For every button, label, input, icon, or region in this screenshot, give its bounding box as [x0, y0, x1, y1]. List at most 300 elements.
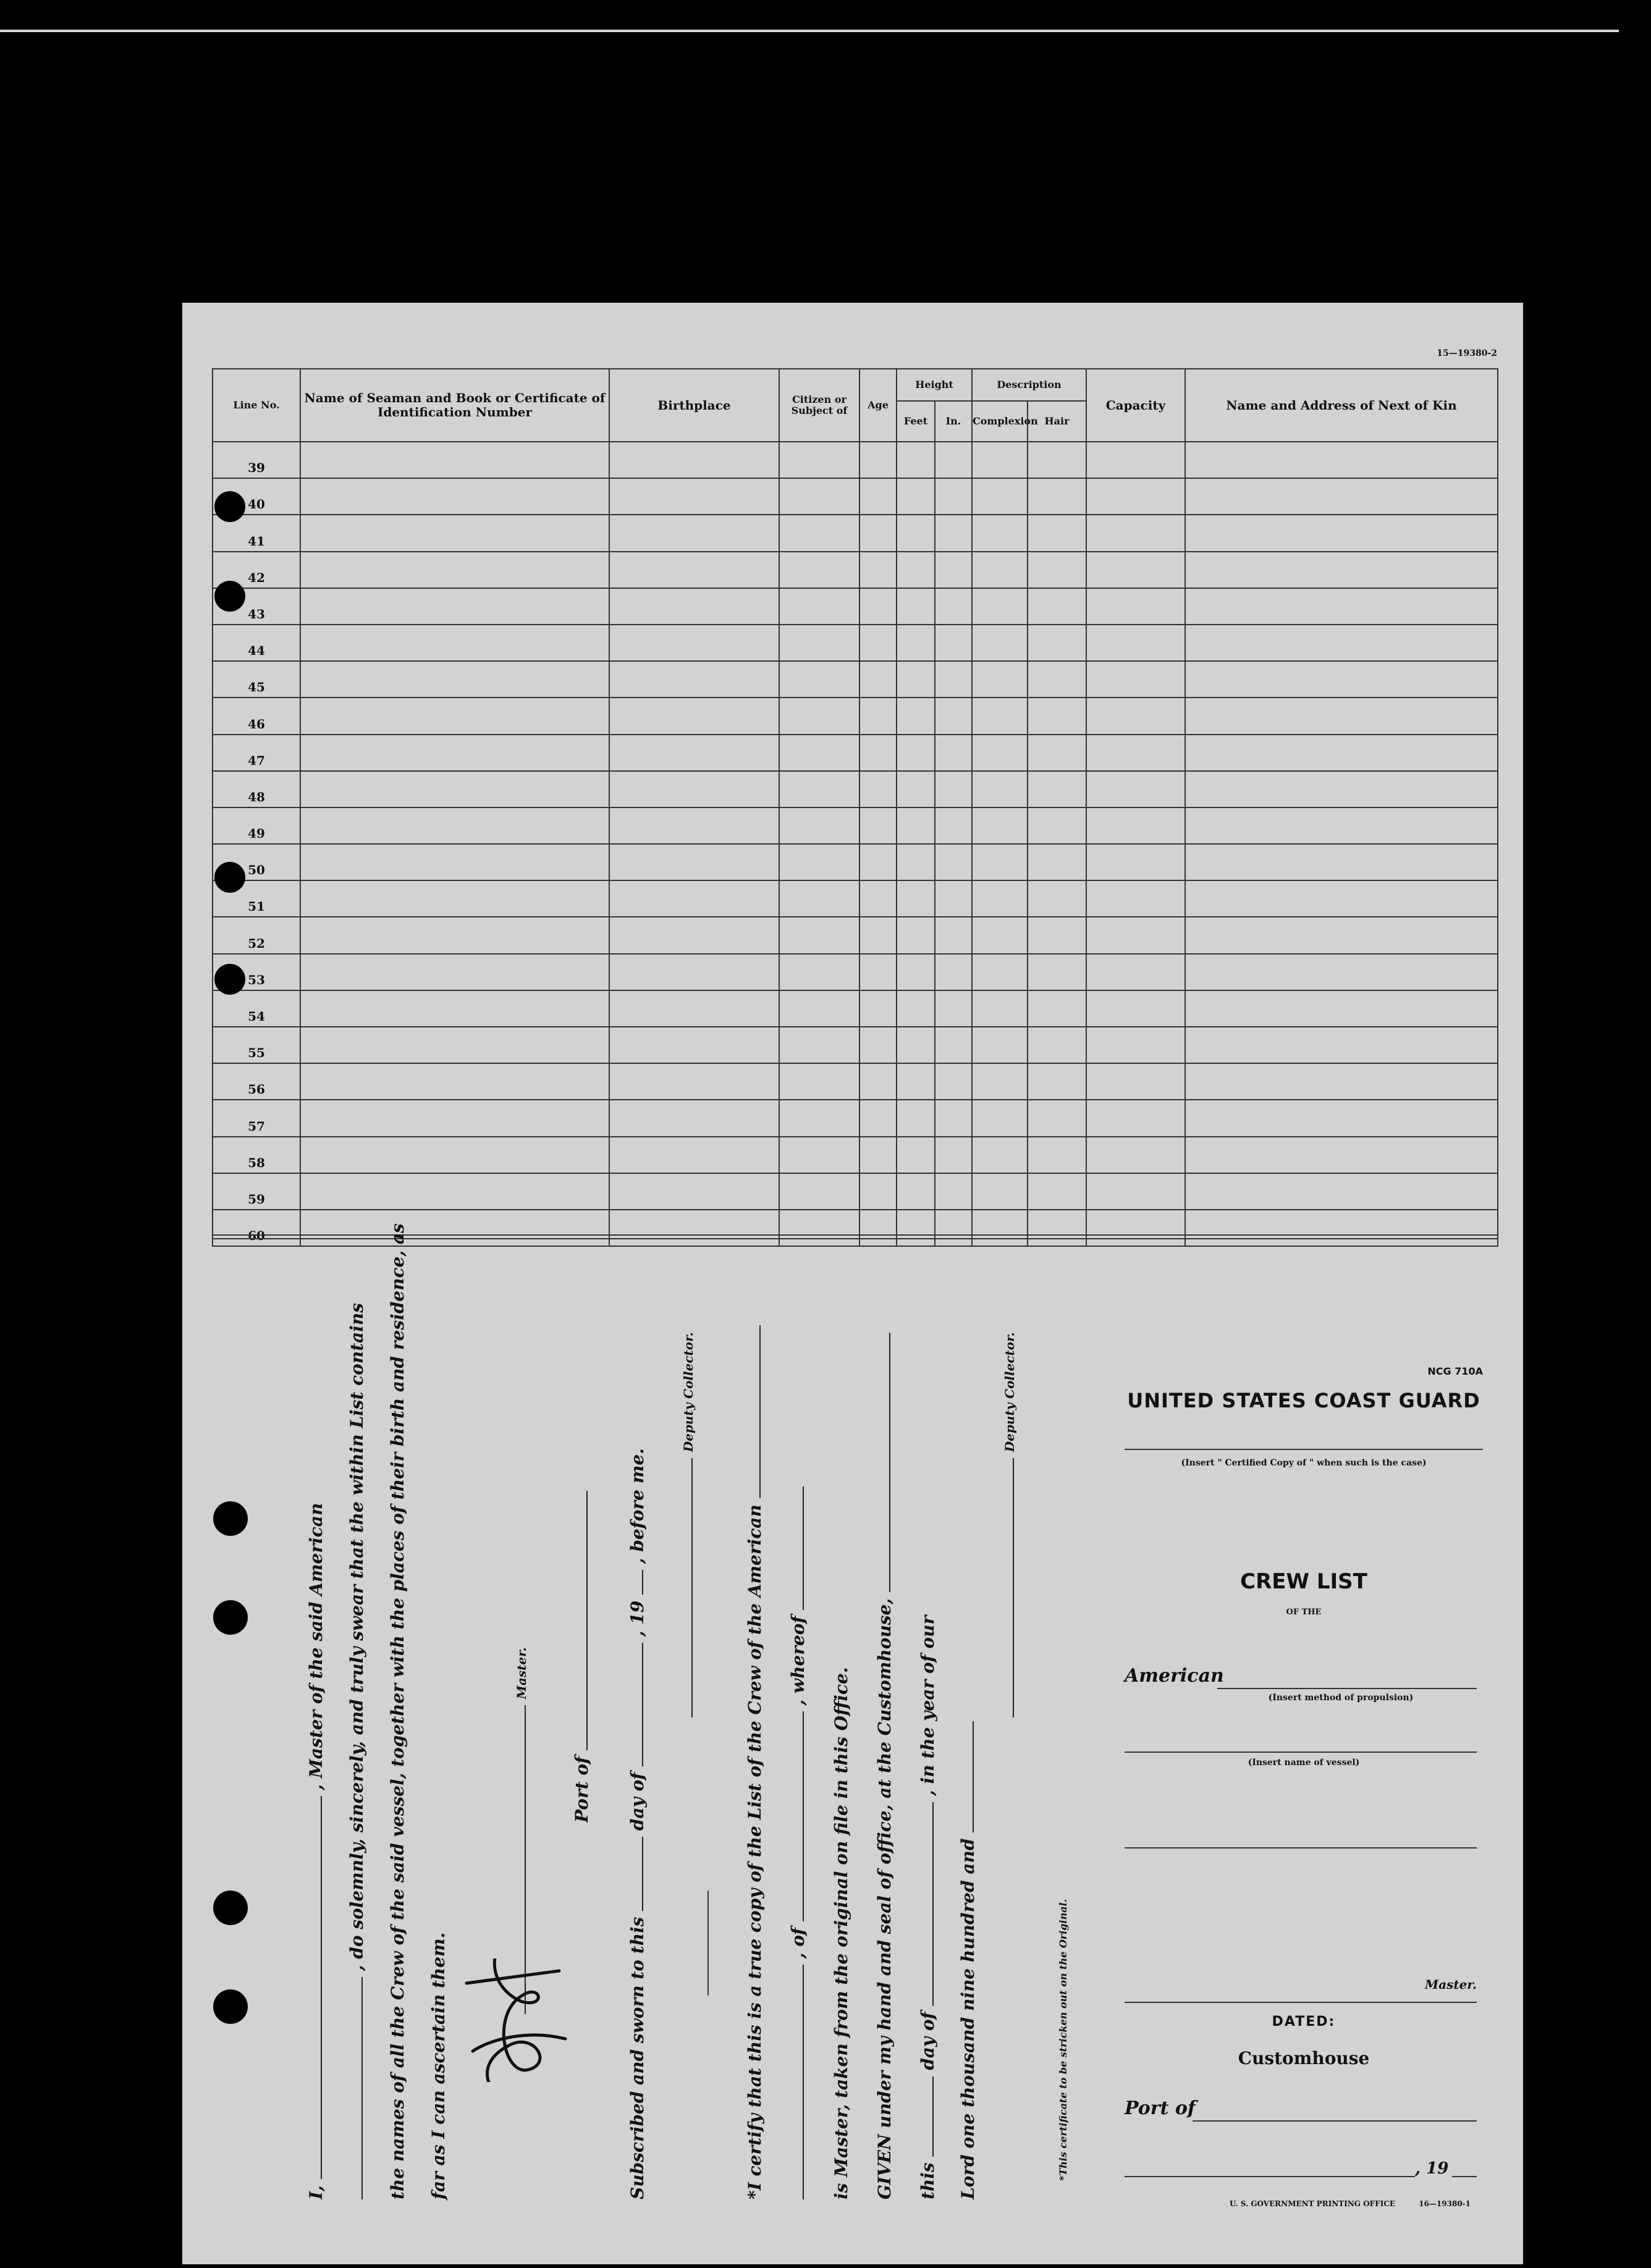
cover-master-label: Master. — [1425, 1977, 1477, 1992]
table-row — [213, 698, 1498, 734]
entry-cell[interactable] — [859, 478, 897, 515]
table-row — [213, 515, 1498, 551]
entry-cell[interactable] — [609, 990, 779, 1027]
entry-cell[interactable] — [935, 698, 972, 734]
entry-cell[interactable] — [1086, 1063, 1185, 1100]
table-row — [213, 1137, 1498, 1173]
cert-line6: Lord one thousand nine hundred and — [958, 1838, 978, 2199]
entry-cell[interactable] — [779, 1063, 859, 1100]
entry-cell[interactable] — [609, 1100, 779, 1136]
entry-cell[interactable] — [859, 442, 897, 478]
entry-cell[interactable] — [897, 1063, 935, 1100]
entry-cell[interactable] — [300, 771, 609, 807]
entry-cell[interactable] — [609, 661, 779, 698]
header-hair: Hair — [1028, 401, 1086, 442]
entry-cell[interactable] — [1028, 625, 1086, 661]
table-row — [213, 1063, 1498, 1100]
line-number: 47 — [213, 735, 300, 771]
entry-cell[interactable] — [1185, 515, 1498, 551]
entry-cell[interactable] — [1028, 1063, 1086, 1100]
american-label: American — [1125, 1665, 1224, 1687]
oath-line1: , Master of the said American — [306, 1503, 326, 1790]
entry-cell[interactable] — [609, 880, 779, 917]
entry-cell[interactable] — [972, 880, 1028, 917]
entry-cell[interactable] — [779, 990, 859, 1027]
line-number: 51 — [213, 880, 300, 917]
entry-cell[interactable] — [897, 1027, 935, 1063]
table-row — [213, 552, 1498, 588]
entry-cell[interactable] — [935, 552, 972, 588]
entry-cell[interactable] — [859, 1100, 897, 1136]
entry-cell[interactable] — [972, 844, 1028, 880]
entry-cell[interactable] — [859, 1137, 897, 1173]
entry-cell[interactable] — [1086, 917, 1185, 953]
entry-cell[interactable] — [609, 954, 779, 990]
oath-section — [306, 1223, 1103, 2199]
entry-cell[interactable] — [897, 1137, 935, 1173]
oath-line3: the names of all the Crew of the said vessel, together with the places of their birth and residence, as — [387, 1223, 408, 2199]
entry-cell[interactable] — [1185, 442, 1498, 478]
cert-customhouse-blank — [889, 1333, 890, 1592]
entry-cell[interactable] — [897, 1100, 935, 1136]
cert-whereof: , whereof — [788, 1616, 808, 1706]
entry-cell[interactable] — [779, 771, 859, 807]
entry-cell[interactable] — [609, 588, 779, 625]
entry-cell[interactable] — [1086, 954, 1185, 990]
entry-cell[interactable] — [300, 442, 609, 478]
entry-cell[interactable] — [779, 698, 859, 734]
entry-cell[interactable] — [779, 442, 859, 478]
master-name-blank — [321, 1796, 322, 2179]
entry-cell[interactable] — [897, 661, 935, 698]
entry-cell[interactable] — [935, 515, 972, 551]
deputy-collector-2: Deputy Collector. — [1002, 1332, 1017, 1452]
entry-cell[interactable] — [859, 1210, 897, 1246]
entry-cell[interactable] — [300, 698, 609, 734]
entry-cell[interactable] — [897, 880, 935, 917]
entry-cell[interactable] — [897, 1210, 935, 1246]
entry-cell[interactable] — [1086, 1173, 1185, 1210]
entry-cell[interactable] — [859, 625, 897, 661]
header-feet: Feet — [897, 401, 935, 442]
entry-cell[interactable] — [859, 588, 897, 625]
line-number: 52 — [213, 917, 300, 953]
line-number: 53 — [213, 954, 300, 990]
crew-list-form — [182, 303, 1523, 2264]
cert-line1: *I certify that this is a true copy of the List of the Crew of the American — [745, 1504, 765, 2199]
entry-cell[interactable] — [1185, 698, 1498, 734]
line-number: 39 — [213, 442, 300, 478]
entry-cell[interactable] — [897, 698, 935, 734]
entry-cell[interactable] — [1185, 588, 1498, 625]
cert-year-of-our: , in the year of our — [918, 1615, 938, 1796]
entry-cell[interactable] — [859, 771, 897, 807]
cert-day-blank — [932, 2076, 934, 2157]
entry-cell[interactable] — [609, 1173, 779, 1210]
table-row — [213, 807, 1498, 844]
entry-cell[interactable] — [1185, 478, 1498, 515]
cover-port-of: Port of — [1125, 2097, 1196, 2119]
entry-cell[interactable] — [859, 844, 897, 880]
table-row — [213, 442, 1498, 478]
entry-cell[interactable] — [897, 1173, 935, 1210]
oath-port-of: Port of — [572, 1756, 592, 1823]
entry-cell[interactable] — [897, 478, 935, 515]
table-row — [213, 880, 1498, 917]
entry-cell[interactable] — [1028, 1137, 1086, 1173]
entry-cell[interactable] — [897, 515, 935, 551]
entry-cell[interactable] — [1086, 588, 1185, 625]
entry-cell[interactable] — [1028, 698, 1086, 734]
entry-cell[interactable] — [972, 1210, 1028, 1246]
entry-cell[interactable] — [300, 1210, 609, 1246]
header-citizen: Citizen or Subject of — [779, 369, 859, 442]
entry-cell[interactable] — [300, 1137, 609, 1173]
punch-hole — [213, 1989, 248, 2024]
entry-cell[interactable] — [300, 515, 609, 551]
entry-cell[interactable] — [1185, 807, 1498, 844]
entry-cell[interactable] — [1028, 807, 1086, 844]
entry-cell[interactable] — [859, 515, 897, 551]
entry-cell[interactable] — [897, 807, 935, 844]
entry-cell[interactable] — [1185, 1210, 1498, 1246]
entry-cell[interactable] — [1028, 442, 1086, 478]
entry-cell[interactable] — [609, 698, 779, 734]
entry-cell[interactable] — [609, 807, 779, 844]
entry-cell[interactable] — [1028, 771, 1086, 807]
table-row — [213, 990, 1498, 1027]
sworn-day-blank — [642, 1837, 643, 1911]
table-row — [213, 1100, 1498, 1136]
entry-cell[interactable] — [935, 442, 972, 478]
entry-cell[interactable] — [935, 1100, 972, 1136]
entry-cell[interactable] — [609, 844, 779, 880]
entry-cell[interactable] — [935, 807, 972, 844]
entry-cell[interactable] — [609, 552, 779, 588]
entry-cell[interactable] — [1028, 1173, 1086, 1210]
entry-cell[interactable] — [897, 625, 935, 661]
line-number: 46 — [213, 698, 300, 734]
entry-cell[interactable] — [1185, 1137, 1498, 1173]
line-number: 44 — [213, 625, 300, 661]
cover-year-line — [1452, 2176, 1477, 2177]
entry-cell[interactable] — [1086, 880, 1185, 917]
crew-table-body — [213, 442, 1498, 1246]
entry-cell[interactable] — [972, 1173, 1028, 1210]
entry-cell[interactable] — [859, 1173, 897, 1210]
entry-cell[interactable] — [935, 1027, 972, 1063]
entry-cell[interactable] — [972, 1137, 1028, 1173]
entry-cell[interactable] — [609, 1027, 779, 1063]
deputy-collector-1: Deputy Collector. — [681, 1332, 696, 1452]
cert-line3: is Master, taken from the original on file in this Office. — [831, 1667, 851, 2199]
entry-cell[interactable] — [1086, 478, 1185, 515]
entry-cell[interactable] — [859, 917, 897, 953]
entry-cell[interactable] — [972, 515, 1028, 551]
header-height: Height — [897, 369, 972, 401]
entry-cell[interactable] — [859, 954, 897, 990]
vessel-name-blank — [361, 1977, 363, 2199]
entry-cell[interactable] — [972, 478, 1028, 515]
entry-cell[interactable] — [935, 478, 972, 515]
entry-cell[interactable] — [609, 625, 779, 661]
entry-cell[interactable] — [300, 625, 609, 661]
entry-cell[interactable] — [1028, 661, 1086, 698]
entry-cell[interactable] — [897, 954, 935, 990]
entry-cell[interactable] — [1185, 990, 1498, 1027]
entry-cell[interactable] — [1086, 442, 1185, 478]
entry-cell[interactable] — [935, 844, 972, 880]
entry-cell[interactable] — [972, 990, 1028, 1027]
cert-year-blank — [973, 1721, 974, 1832]
entry-cell[interactable] — [935, 771, 972, 807]
entry-cell[interactable] — [1086, 844, 1185, 880]
entry-cell[interactable] — [1185, 552, 1498, 588]
entry-cell[interactable] — [779, 588, 859, 625]
entry-cell[interactable] — [300, 1027, 609, 1063]
customhouse-label: Customhouse — [1238, 2048, 1370, 2068]
entry-cell[interactable] — [897, 771, 935, 807]
entry-cell[interactable] — [779, 1210, 859, 1246]
entry-cell[interactable] — [1028, 515, 1086, 551]
entry-cell[interactable] — [609, 917, 779, 953]
entry-cell[interactable] — [779, 880, 859, 917]
entry-cell[interactable] — [935, 1173, 972, 1210]
entry-cell[interactable] — [1185, 771, 1498, 807]
entry-cell[interactable] — [779, 1173, 859, 1210]
punch-hole — [214, 964, 245, 995]
entry-cell[interactable] — [1086, 735, 1185, 771]
entry-cell[interactable] — [1185, 1063, 1498, 1100]
header-capacity: Capacity — [1086, 369, 1185, 442]
entry-cell[interactable] — [779, 625, 859, 661]
entry-cell[interactable] — [300, 1173, 609, 1210]
entry-cell[interactable] — [1185, 844, 1498, 880]
punch-hole — [213, 1600, 248, 1635]
entry-cell[interactable] — [779, 735, 859, 771]
entry-cell[interactable] — [779, 1100, 859, 1136]
subscribed-text: Subscribed and sworn to this — [627, 1916, 648, 2199]
entry-cell[interactable] — [972, 661, 1028, 698]
entry-cell[interactable] — [1028, 1027, 1086, 1063]
entry-cell[interactable] — [1185, 625, 1498, 661]
entry-cell[interactable] — [859, 552, 897, 588]
entry-cell[interactable] — [1086, 625, 1185, 661]
punch-hole — [214, 581, 245, 612]
entry-cell[interactable] — [1086, 515, 1185, 551]
entry-cell[interactable] — [1086, 1137, 1185, 1173]
entry-cell[interactable] — [300, 735, 609, 771]
table-row — [213, 661, 1498, 698]
entry-cell[interactable] — [1185, 1100, 1498, 1136]
entry-cell[interactable] — [1028, 917, 1086, 953]
entry-cell[interactable] — [300, 661, 609, 698]
entry-cell[interactable] — [897, 735, 935, 771]
entry-cell[interactable] — [609, 1210, 779, 1246]
entry-cell[interactable] — [859, 880, 897, 917]
entry-cell[interactable] — [609, 735, 779, 771]
entry-cell[interactable] — [1086, 1100, 1185, 1136]
entry-cell[interactable] — [897, 990, 935, 1027]
entry-cell[interactable] — [972, 954, 1028, 990]
entry-cell[interactable] — [897, 917, 935, 953]
entry-cell[interactable] — [935, 625, 972, 661]
entry-cell[interactable] — [1086, 661, 1185, 698]
entry-cell[interactable] — [972, 771, 1028, 807]
entry-cell[interactable] — [300, 552, 609, 588]
entry-cell[interactable] — [897, 588, 935, 625]
entry-cell[interactable] — [1028, 880, 1086, 917]
entry-cell[interactable] — [1028, 552, 1086, 588]
entry-cell[interactable] — [935, 990, 972, 1027]
cert-vessel-blank — [759, 1325, 761, 1498]
of-the: OF THE — [1286, 1608, 1322, 1617]
entry-cell[interactable] — [1086, 771, 1185, 807]
entry-cell[interactable] — [300, 1100, 609, 1136]
entry-cell[interactable] — [779, 478, 859, 515]
entry-cell[interactable] — [972, 1100, 1028, 1136]
entry-cell[interactable] — [300, 917, 609, 953]
form-number-bottom: 16—19380-1 — [1419, 2199, 1471, 2208]
entry-cell[interactable] — [859, 1027, 897, 1063]
entry-cell[interactable] — [935, 588, 972, 625]
entry-cell[interactable] — [779, 515, 859, 551]
entry-cell[interactable] — [859, 1063, 897, 1100]
entry-cell[interactable] — [1185, 954, 1498, 990]
entry-cell[interactable] — [1185, 661, 1498, 698]
entry-cell[interactable] — [859, 698, 897, 734]
entry-cell[interactable] — [935, 1063, 972, 1100]
entry-cell[interactable] — [609, 515, 779, 551]
line-number: 60 — [213, 1210, 300, 1246]
entry-cell[interactable] — [609, 478, 779, 515]
divider — [707, 1891, 709, 1996]
entry-cell[interactable] — [897, 844, 935, 880]
entry-cell[interactable] — [300, 880, 609, 917]
entry-cell[interactable] — [935, 954, 972, 990]
entry-cell[interactable] — [300, 1063, 609, 1100]
entry-cell[interactable] — [300, 954, 609, 990]
entry-cell[interactable] — [1028, 844, 1086, 880]
table-row — [213, 478, 1498, 515]
insert-propulsion-note: (Insert method of propulsion) — [1268, 1693, 1414, 1703]
entry-cell[interactable] — [779, 1137, 859, 1173]
entry-cell[interactable] — [972, 735, 1028, 771]
entry-cell[interactable] — [300, 844, 609, 880]
entry-cell[interactable] — [972, 588, 1028, 625]
line-number: 56 — [213, 1063, 300, 1100]
header-description: Description — [972, 369, 1086, 401]
entry-cell[interactable] — [1185, 1173, 1498, 1210]
entry-cell[interactable] — [972, 698, 1028, 734]
entry-cell[interactable] — [779, 844, 859, 880]
table-row — [213, 735, 1498, 771]
entry-cell[interactable] — [779, 1027, 859, 1063]
entry-cell[interactable] — [300, 807, 609, 844]
entry-cell[interactable] — [935, 661, 972, 698]
entry-cell[interactable] — [859, 661, 897, 698]
entry-cell[interactable] — [1028, 954, 1086, 990]
line-number: 48 — [213, 771, 300, 807]
entry-cell[interactable] — [300, 990, 609, 1027]
punch-hole — [213, 1891, 248, 1925]
entry-cell[interactable] — [609, 442, 779, 478]
entry-cell[interactable] — [972, 442, 1028, 478]
header-next-of-kin: Name and Address of Next of Kin — [1185, 369, 1498, 442]
entry-cell[interactable] — [1086, 807, 1185, 844]
line-number: 54 — [213, 990, 300, 1027]
entry-cell[interactable] — [1086, 552, 1185, 588]
entry-cell[interactable] — [1086, 1027, 1185, 1063]
entry-cell[interactable] — [609, 771, 779, 807]
entry-cell[interactable] — [935, 917, 972, 953]
entry-cell[interactable] — [300, 588, 609, 625]
entry-cell[interactable] — [972, 1027, 1028, 1063]
agency-name: UNITED STATES COAST GUARD — [1127, 1389, 1480, 1412]
master-line — [1125, 1847, 1477, 1849]
entry-cell[interactable] — [972, 552, 1028, 588]
line-number: 43 — [213, 588, 300, 625]
entry-cell[interactable] — [609, 1137, 779, 1173]
entry-cell[interactable] — [1086, 990, 1185, 1027]
scan-top-line — [0, 30, 1619, 32]
entry-cell[interactable] — [935, 1210, 972, 1246]
table-row — [213, 954, 1498, 990]
entry-cell[interactable] — [779, 552, 859, 588]
entry-cell[interactable] — [897, 552, 935, 588]
form-id: NCG 710A — [1427, 1365, 1483, 1377]
entry-cell[interactable] — [1185, 735, 1498, 771]
line-number: 45 — [213, 661, 300, 698]
entry-cell[interactable] — [1028, 735, 1086, 771]
entry-cell[interactable] — [1028, 1210, 1086, 1246]
line-number: 55 — [213, 1027, 300, 1063]
entry-cell[interactable] — [1028, 588, 1086, 625]
cover-date-line — [1125, 2176, 1415, 2177]
entry-cell[interactable] — [859, 990, 897, 1027]
punch-hole — [213, 1501, 248, 1536]
entry-cell[interactable] — [779, 917, 859, 953]
entry-cell[interactable] — [609, 1063, 779, 1100]
entry-cell[interactable] — [935, 735, 972, 771]
entry-cell[interactable] — [972, 1063, 1028, 1100]
entry-cell[interactable] — [779, 661, 859, 698]
entry-cell[interactable] — [300, 478, 609, 515]
entry-cell[interactable] — [972, 917, 1028, 953]
entry-cell[interactable] — [1086, 1210, 1185, 1246]
header-inches: In. — [935, 401, 972, 442]
entry-cell[interactable] — [1185, 1027, 1498, 1063]
entry-cell[interactable] — [1028, 990, 1086, 1027]
vessel-name-line — [1125, 1752, 1477, 1753]
entry-cell[interactable] — [1028, 1100, 1086, 1136]
entry-cell[interactable] — [935, 880, 972, 917]
entry-cell[interactable] — [1086, 698, 1185, 734]
entry-cell[interactable] — [897, 442, 935, 478]
entry-cell[interactable] — [972, 625, 1028, 661]
entry-cell[interactable] — [935, 1137, 972, 1173]
entry-cell[interactable] — [972, 807, 1028, 844]
entry-cell[interactable] — [1185, 880, 1498, 917]
entry-cell[interactable] — [859, 735, 897, 771]
master-signature — [405, 1958, 640, 2082]
entry-cell[interactable] — [1028, 478, 1086, 515]
entry-cell[interactable] — [859, 807, 897, 844]
entry-cell[interactable] — [779, 954, 859, 990]
entry-cell[interactable] — [1185, 917, 1498, 953]
certified-copy-line — [1125, 1449, 1483, 1450]
entry-cell[interactable] — [779, 807, 859, 844]
